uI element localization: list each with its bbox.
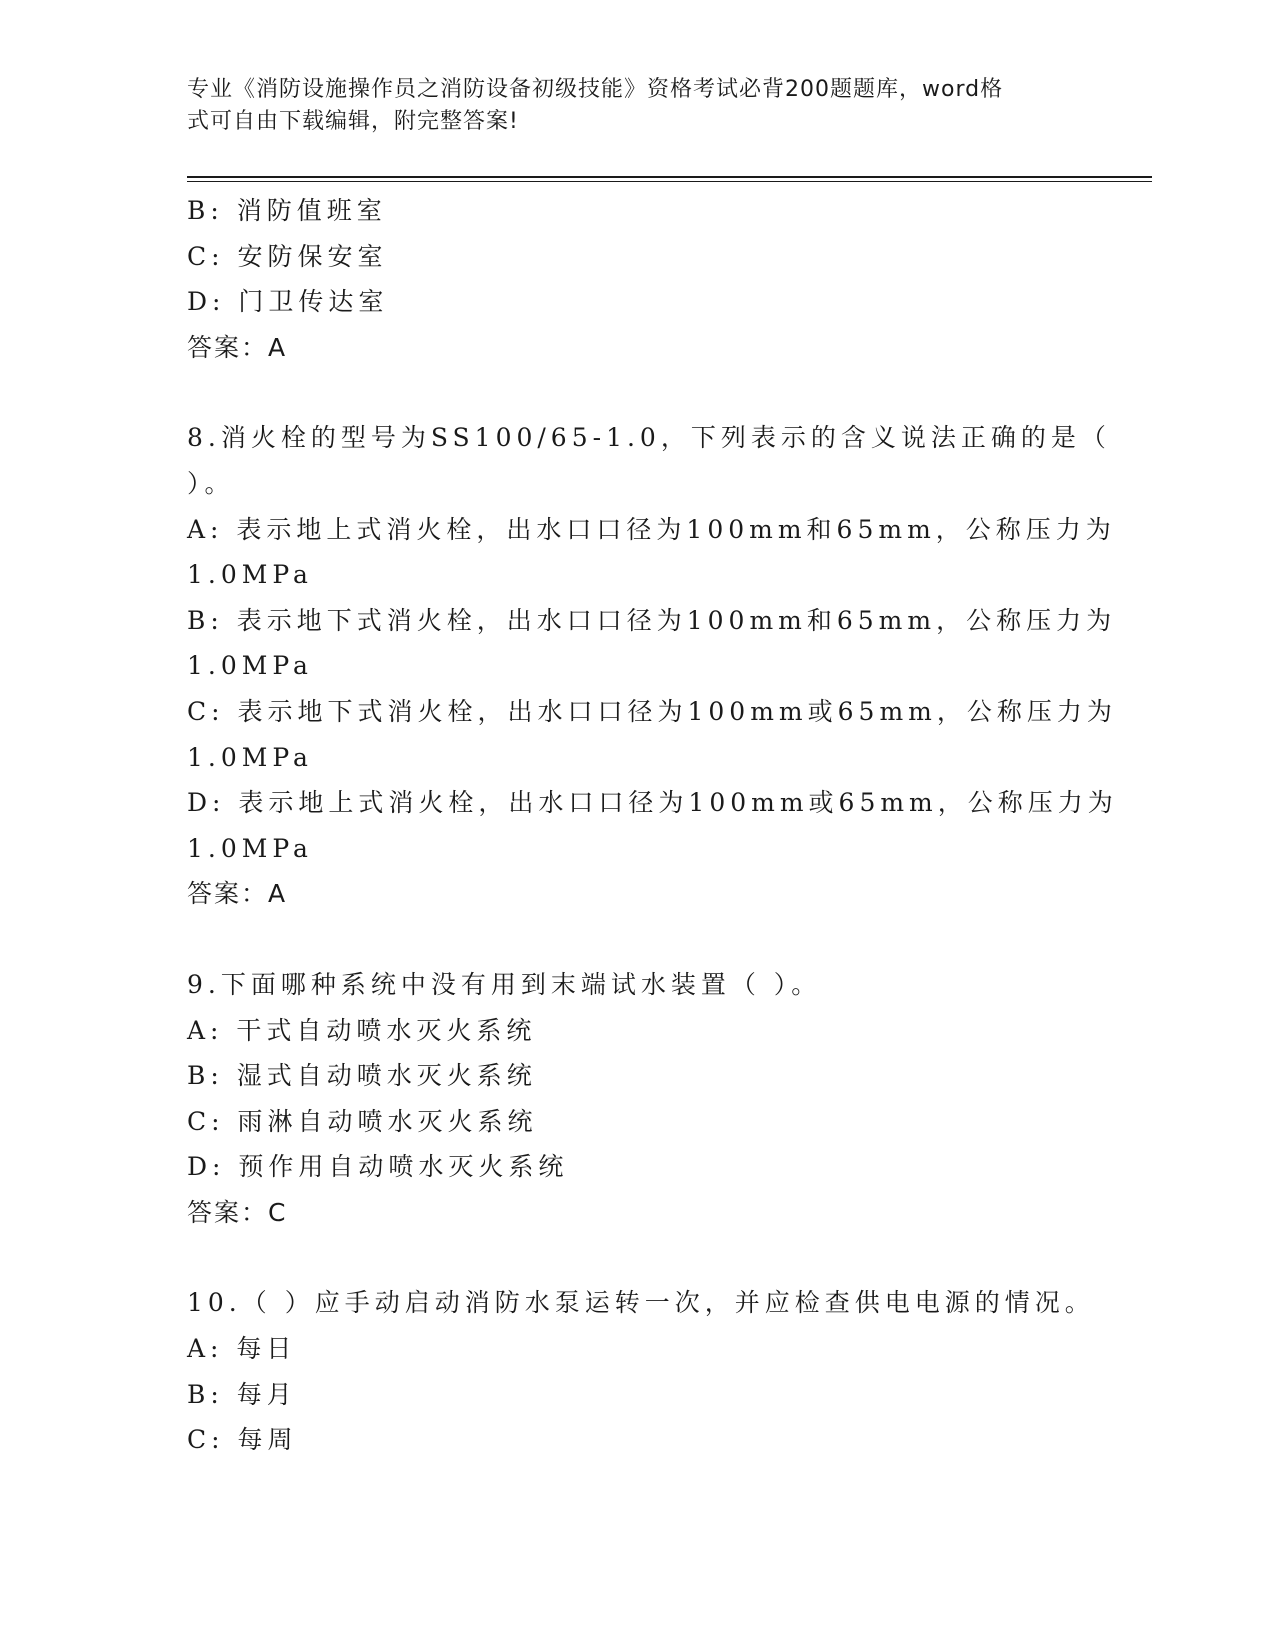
spacer bbox=[187, 1235, 1087, 1280]
option-d: D: 门卫传达室 bbox=[187, 287, 389, 317]
option-c: C: 每周 bbox=[187, 1425, 298, 1455]
partial-question-block bbox=[187, 188, 1087, 370]
option-c-continued: 1.0MPa bbox=[187, 742, 313, 772]
answer-line: 答案：A bbox=[187, 879, 288, 909]
option-c: C: 雨淋自动喷水灭火系统 bbox=[187, 1106, 538, 1136]
question-9-block bbox=[187, 962, 1087, 1236]
option-d-continued: 1.0MPa bbox=[187, 833, 313, 863]
spacer bbox=[187, 917, 1087, 962]
option-a: A: 每日 bbox=[187, 1334, 297, 1364]
question-8-text-line-1: 8.消火栓的型号为SS100/65-1.0，下列表示的含义说法正确的是（ bbox=[187, 423, 1111, 453]
question-9-text: 9.下面哪种系统中没有用到末端试水装置（ ）。 bbox=[187, 969, 822, 999]
answer-line: 答案：C bbox=[187, 1197, 288, 1227]
document-header bbox=[187, 74, 1077, 138]
option-b: B: 表示地下式消火栓，出水口口径为100mm和65mm，公称压力为 bbox=[187, 605, 1117, 635]
answer-line: 答案：A bbox=[187, 332, 288, 362]
question-10-text: 10.（ ）应手动启动消防水泵运转一次，并应检查供电电源的情况。 bbox=[187, 1288, 1095, 1318]
option-d: D: 表示地上式消火栓，出水口口径为100mm或65mm，公称压力为 bbox=[187, 788, 1118, 818]
option-a: A: 干式自动喷水灭火系统 bbox=[187, 1015, 537, 1045]
header-rule-thick bbox=[187, 176, 1152, 178]
option-a-continued: 1.0MPa bbox=[187, 560, 313, 590]
option-b: B: 每月 bbox=[187, 1379, 297, 1409]
header-rule-thin bbox=[187, 181, 1152, 182]
header-line-2: 式可自由下载编辑，附完整答案! bbox=[187, 109, 519, 134]
option-b: B: 消防值班室 bbox=[187, 196, 387, 225]
option-c: C: 表示地下式消火栓，出水口口径为100mm或65mm，公称压力为 bbox=[187, 696, 1117, 726]
question-8-block bbox=[187, 415, 1118, 917]
question-10-block bbox=[187, 1280, 1095, 1462]
question-8-text-line-2: ）。 bbox=[187, 468, 235, 498]
option-b-continued: 1.0MPa bbox=[187, 651, 313, 681]
spacer bbox=[187, 370, 1087, 415]
header-line-1: 专业《消防设施操作员之消防设备初级技能》资格考试必背200题题库，word格 bbox=[187, 77, 1004, 102]
option-a: A: 表示地上式消火栓，出水口口径为100mm和65mm，公称压力为 bbox=[187, 514, 1116, 544]
question-content bbox=[187, 188, 1118, 1463]
option-b: B: 湿式自动喷水灭火系统 bbox=[187, 1061, 537, 1091]
option-c: C: 安防保安室 bbox=[187, 241, 388, 271]
option-d: D: 预作用自动喷水灭火系统 bbox=[187, 1152, 569, 1182]
